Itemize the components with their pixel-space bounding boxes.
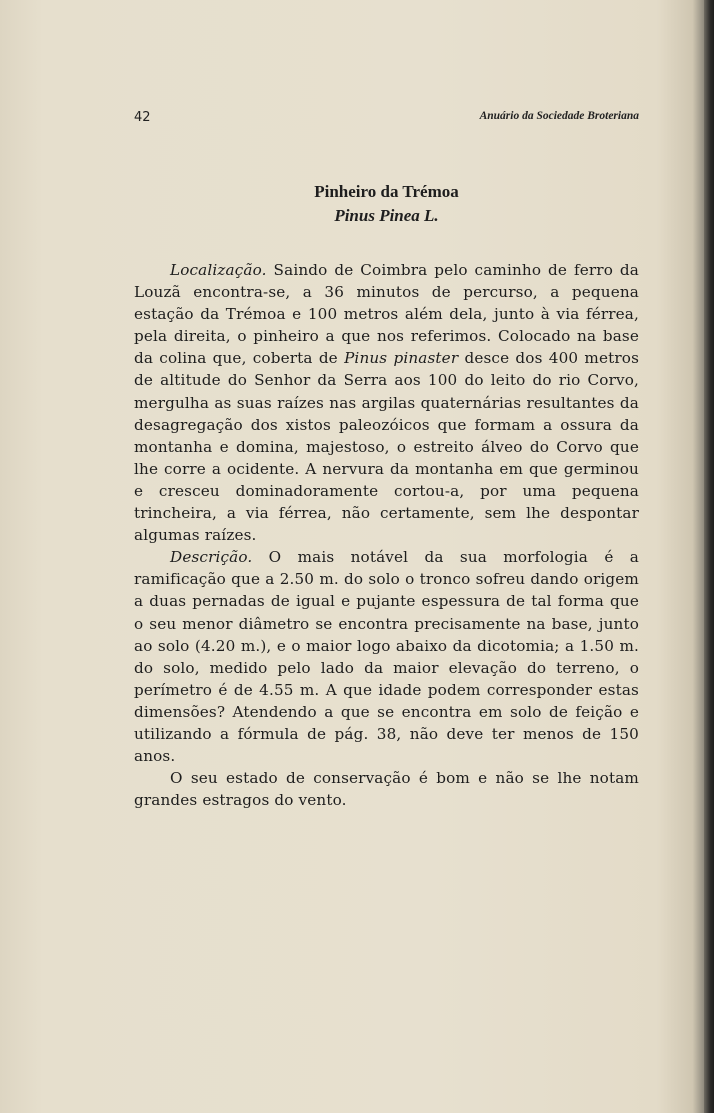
running-title: Anuário da Sociedade Broteriana bbox=[479, 110, 639, 122]
paragraph-localizacao bbox=[134, 259, 639, 546]
article-title: Pinheiro da Trémoa bbox=[314, 182, 459, 201]
section-heading-descricao: Descrição. bbox=[170, 548, 253, 567]
article-body bbox=[134, 259, 639, 811]
page-edge-shadow bbox=[704, 0, 714, 1113]
page-number: 42 bbox=[134, 110, 151, 125]
paragraph-text: O seu estado de conservação é bom e não se lhe notam grandes estragos do vento. bbox=[134, 769, 639, 810]
paragraph-descricao bbox=[134, 546, 639, 767]
species-mention: Pinus pinaster bbox=[344, 349, 459, 368]
paragraph-text: desce dos 400 metros de altitude do Senhor da Serra aos 100 do leito do rio Corvo, mergulha as suas raízes nas argilas quaternárias resultantes da desagregação dos xistos paleozóicos que formam a ossura da montanha e domina, majestoso, o estreito álveo do Corvo que lhe corre a ocidente. A nervura da montanha em que germinou e cresceu dominadoramente cortou-a, por uma pequena trincheira, a via férrea, não certamente, sem lhe despontar algumas raízes. bbox=[134, 349, 640, 545]
species-name: Pinus Pinea L. bbox=[334, 206, 439, 225]
section-heading-localizacao: Localização. bbox=[170, 261, 267, 279]
article-title-block bbox=[134, 180, 639, 228]
paragraph-text: Saindo de Coimbra pelo caminho de ferro da Louzã encontra-se, a 36 minutos de percurso, a pequena estação da Trémoa e 100 metros além dela, junto à via férrea, pela direita, o pinheiro a que nos referimos. Colocado na base da colina que, coberta de bbox=[134, 261, 639, 368]
paragraph-text: O mais notável da sua morfologia é a ramificação que a 2.50 m. do solo o tronco sofreu dando origem a duas pernadas de igual e pujante espessura de tal forma que o seu menor diâmetro se encontra precisamente na base, junto ao solo (4.20 m.), e o maior logo abaixo da dicotomia; a 1.50 m. do solo, medido pelo lado da maior elevação do terreno, o perímetro é de 4.55 m. A que idade podem corresponder estas dimensões? Atendendo a que se encontra em solo de feição e utilizando a fórmula de pág. 38, não deve ter menos de 150 anos. bbox=[134, 548, 639, 766]
page-header bbox=[134, 110, 639, 130]
paragraph-conservacao bbox=[134, 767, 639, 811]
